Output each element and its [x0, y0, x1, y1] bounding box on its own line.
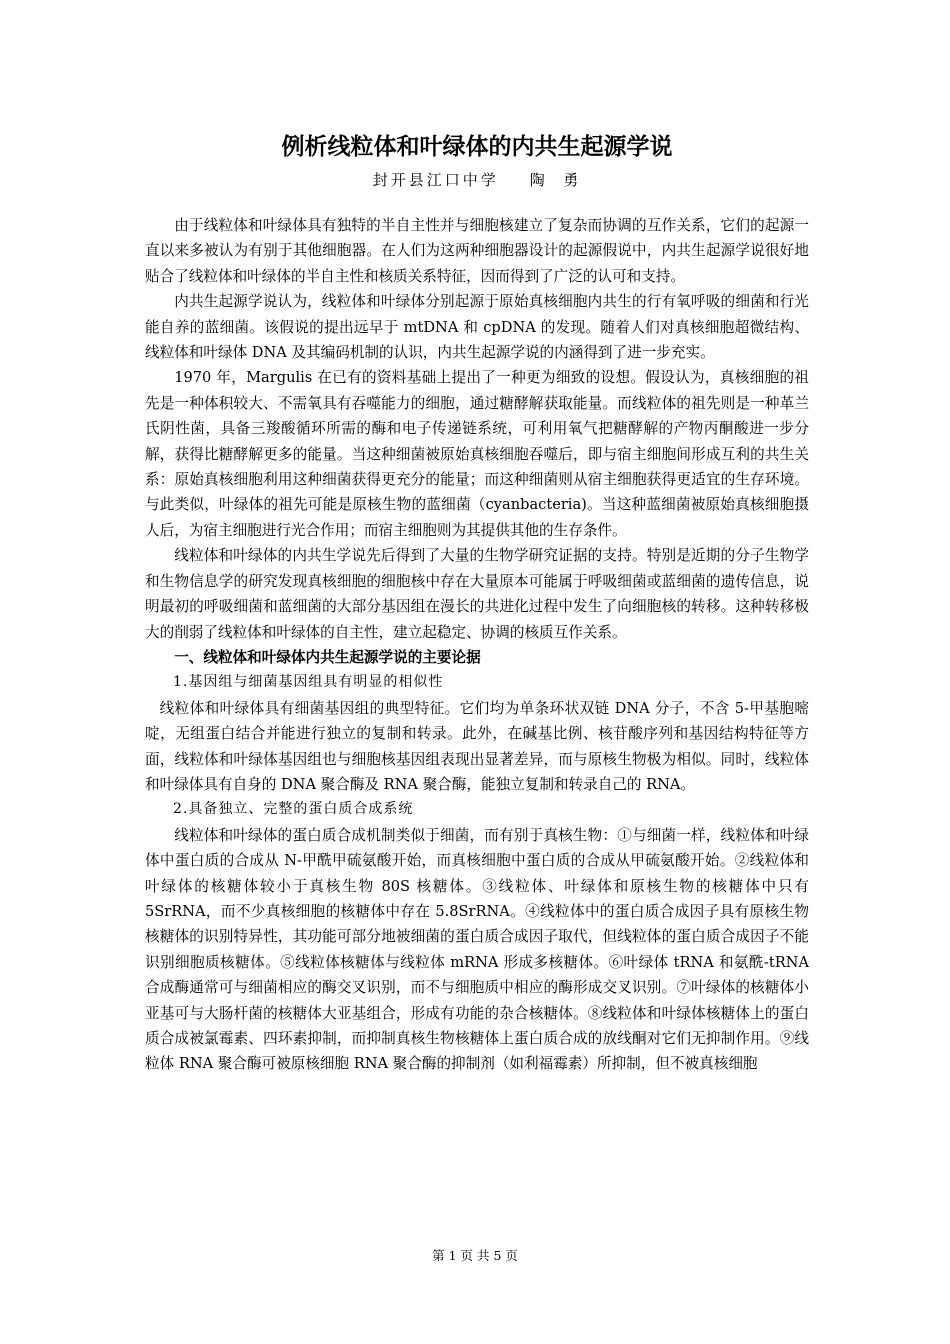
- paragraph-evidence: 线粒体和叶绿体的内共生学说先后得到了大量的生物学研究证据的支持。特别是近期的分子生物学和生物信息学的研究发现真核细胞的细胞核中存在大量原本可能属于呼吸细菌或蓝细菌的遗传信息，说明最初的呼吸细菌和蓝细菌的大部分基因组在漫长的共进化过程中发生了向细胞核的转移。这种转移极大的削弱了线粒体和叶绿体的自主性，建立起稳定、协调的核质互作关系。: [145, 547, 809, 641]
- paragraph-genome: 线粒体和叶绿体具有细菌基因组的典型特征。它们均为单条环状双链 DNA 分子，不含 5-甲基胞嘧啶，无组蛋白结合并能进行独立的复制和转录。此外，在碱基比例、核苷酸序列和基因结构特征等方面，线粒体和叶绿体基因组也与细胞核基因组表现出显著差异，而与原核生物极为相似。同时，线粒体和叶绿体具有自身的 DNA 聚合酶及 RNA 聚合酶，能独立复制和转录自己的 RNA。: [145, 699, 809, 793]
- paragraph-theory: 内共生起源学说认为，线粒体和叶绿体分别起源于原始真核细胞内共生的行有氧呼吸的细菌和行光能自养的蓝细菌。该假说的提出远早于 mtDNA 和 cpDNA 的发现。随着人们对真核细胞超微结构、线粒体和叶绿体 DNA 及其编码机制的认识，内共生起源学说的内涵得到了进一步充实。: [145, 293, 809, 362]
- subsection-heading-genome: 1.基因组与细菌基因组具有明显的相似性: [173, 674, 444, 691]
- subsection-heading-protein: 2.具备独立、完整的蛋白质合成系统: [173, 801, 414, 818]
- section-heading: 一、线粒体和叶绿体内共生起源学说的主要论据: [174, 648, 481, 666]
- paragraph-margulis: 1970 年，Margulis 在已有的资料基础上提出了一种更为细致的设想。假设认为，真核细胞的祖先是一种体积较大、不需氧具有吞噬能力的细胞，通过糖酵解获取能量。而线粒体的祖先则是一种革兰氏阴性菌，具备三羧酸循环所需的酶和电子传递链系统，可利用氧气把糖酵解的产物丙酮酸进一步分解，获得比糖酵解更多的能量。当这种细菌被原始真核细胞吞噬后，即与宿主细胞间形成互利的共生关系：原始真核细胞利用这种细菌获得更充分的能量；而这种细菌则从宿主细胞获得更适宜的生存环境。与此类似，叶绿体的祖先可能是原核生物的蓝细菌（cyanbacteria)。当这种蓝细菌被原始真核细胞摄人后，为宿主细胞进行光合作用；而宿主细胞则为其提供其他的生存条件。: [145, 369, 809, 539]
- document-title: 例析线粒体和叶绿体的内共生起源学说: [281, 134, 673, 160]
- document-page: [145, 130, 809, 1077]
- page-footer: 第 1 页 共 5 页: [432, 1248, 518, 1263]
- paragraph-protein-synthesis: 线粒体和叶绿体的蛋白质合成机制类似于细菌，而有别于真核生物：①与细菌一样，线粒体和叶绿体中蛋白质的合成从 N-甲酰甲硫氨酸开始，而真核细胞中蛋白质的合成从甲硫氨酸开始。②线粒体和叶绿体的核糖体较小于真核生物 80S 核糖体。③线粒体、叶绿体和原核生物的核糖体中只有 5SrRNA，而不少真核细胞的核糖体中存在 5.8SrRNA。④线粒体中的蛋白质合成因子具有原核生物核糖体的识别特异性，其功能可部分地被细菌的蛋白质合成因子取代，但线粒体的蛋白质合成因子不能识别细胞质核糖体。⑤线粒体核糖体与线粒体 mRNA 形成多核糖体。⑥叶绿体 tRNA 和氨酰-tRNA 合成酶通常可与细菌相应的酶交叉识别，而不与细胞质中相应的酶形成交叉识别。⑦叶绿体的核糖体小亚基可与大肠杆菌的核糖体大亚基组合，形成有功能的杂合核糖体。⑧线粒体和叶绿体核糖体上的蛋白质合成被氯霉素、四环素抑制，而抑制真核生物核糖体上蛋白质合成的放线酮对它们无抑制作用。⑨线粒体 RNA 聚合酶可被原核细胞 RNA 聚合酶的抑制剂（如利福霉素）所抑制，但不被真核细胞: [145, 826, 809, 1073]
- paragraph-intro: 由于线粒体和叶绿体具有独特的半自主性并与细胞核建立了复杂而协调的互作关系，它们的起源一直以来多被认为有别于其他细胞器。在人们为这两种细胞器设计的起源假说中，内共生起源学说很好地贴合了线粒体和叶绿体的半自主性和核质关系特征，因而得到了广泛的认可和支持。: [145, 217, 809, 285]
- author-line: 封开县江口中学 陶 勇: [372, 171, 582, 189]
